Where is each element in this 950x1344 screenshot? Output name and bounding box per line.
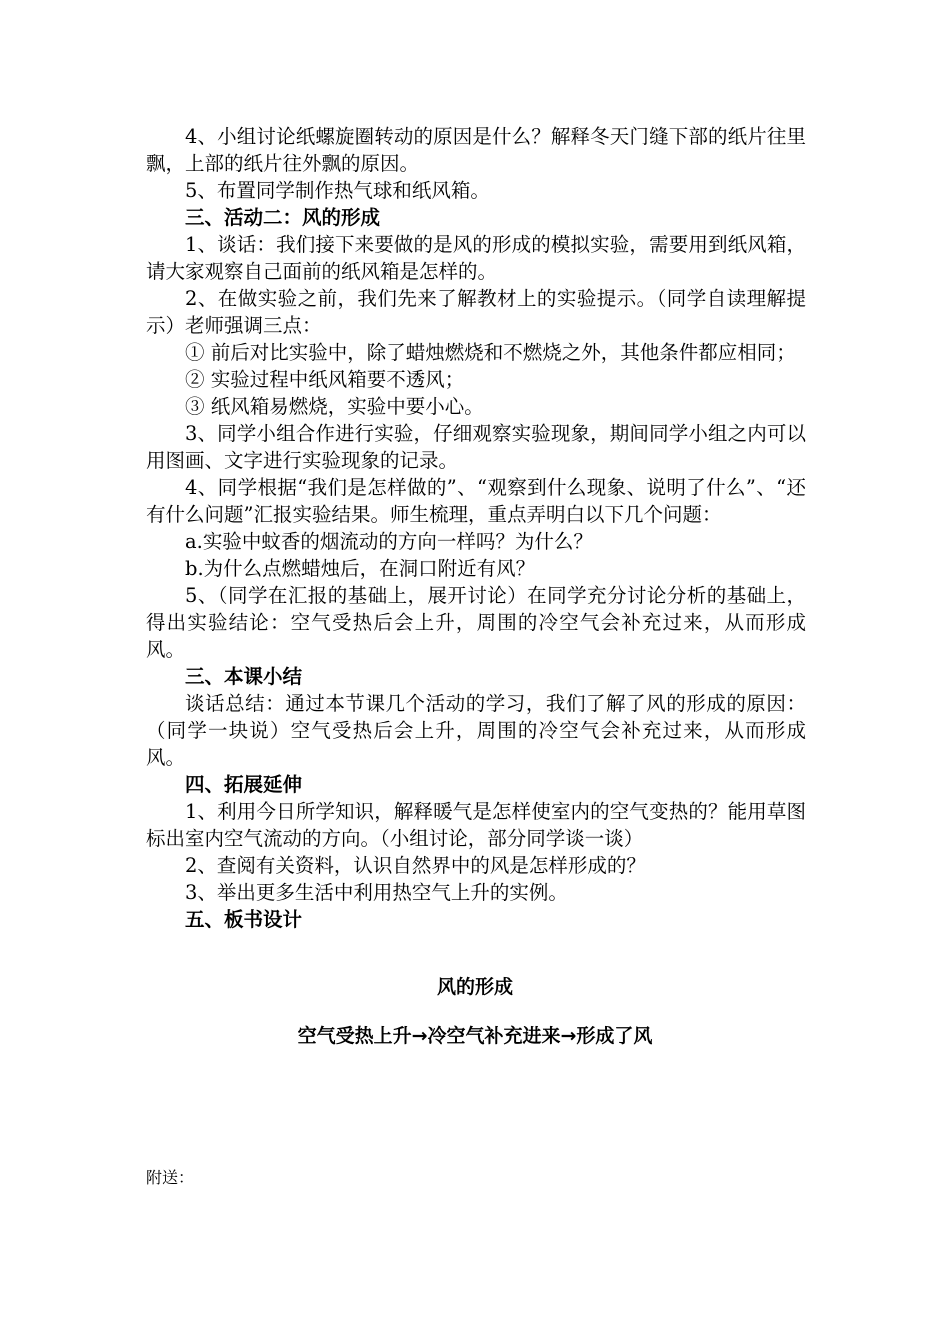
paragraph-question-a: a.实验中蚊香的烟流动的方向一样吗？为什么？ [185, 530, 593, 553]
section-heading-board-design: 五、板书设计 [185, 908, 303, 931]
paragraph-point-3: ③ 纸风箱易燃烧，实验中要小心。 [185, 395, 484, 418]
board-flow: 空气受热上升→冷空气补充进来→形成了风 [297, 1025, 653, 1047]
footer-note: 附送： [146, 1168, 195, 1187]
paragraph-question-b: b.为什么点燃蜡烛后，在洞口附近有风？ [185, 557, 536, 580]
paragraph-group-experiment: 3、同学小组合作进行实验，仔细观察实验现象，期间同学小组之内可以用图画、文字进行实验现象的记录。 [146, 422, 806, 472]
board-title: 风的形成 [436, 976, 513, 998]
paragraph-point-2: ② 实验过程中纸风箱要不透风； [185, 368, 465, 391]
paragraph-extension-1: 1、利用今日所学知识，解释暖气是怎样使室内的空气变热的？能用草图标出室内空气流动的方向。（小组讨论，部分同学谈一谈） [146, 800, 806, 850]
document-body [146, 123, 806, 933]
paragraph-summary: 谈话总结：通过本节课几个活动的学习，我们了解了风的形成的原因：（同学一块说）空气受热后会上升，周围的冷空气会补充过来，从而形成风。 [146, 692, 806, 769]
paragraph-talk: 1、谈话：我们接下来要做的是风的形成的模拟实验，需要用到纸风箱，请大家观察自己面前的纸风箱是怎样的。 [146, 233, 806, 283]
paragraph-extension-3: 3、举出更多生活中利用热空气上升的实例。 [185, 881, 568, 904]
paragraph-assignment: 5、布置同学制作热气球和纸风箱。 [185, 179, 490, 202]
paragraph-point-1: ① 前后对比实验中，除了蜡烛燃烧和不燃烧之外，其他条件都应相同； [185, 341, 796, 364]
section-heading-activity-two: 三、活动二：风的形成 [185, 206, 381, 229]
paragraph-report-results: 4、同学根据“我们是怎样做的”、“观察到什么现象、说明了什么”、“还有什么问题”汇报实验结果。师生梳理，重点弄明白以下几个问题： [146, 476, 806, 526]
section-heading-extension: 四、拓展延伸 [185, 773, 303, 796]
paragraph-discussion-spiral: 4、小组讨论纸螺旋圈转动的原因是什么？解释冬天门缝下部的纸片往里飘，上部的纸片往外飘的原因。 [146, 125, 806, 175]
paragraph-extension-2: 2、查阅有关资料，认识自然界中的风是怎样形成的？ [185, 854, 646, 877]
section-heading-summary: 三、本课小结 [185, 665, 303, 688]
paragraph-before-experiment: 2、在做实验之前，我们先来了解教材上的实验提示。（同学自读理解提示）老师强调三点： [146, 287, 806, 337]
paragraph-conclusion: 5、（同学在汇报的基础上，展开讨论）在同学充分讨论分析的基础上，得出实验结论：空气受热后会上升，周围的冷空气会补充过来，从而形成风。 [146, 584, 806, 661]
